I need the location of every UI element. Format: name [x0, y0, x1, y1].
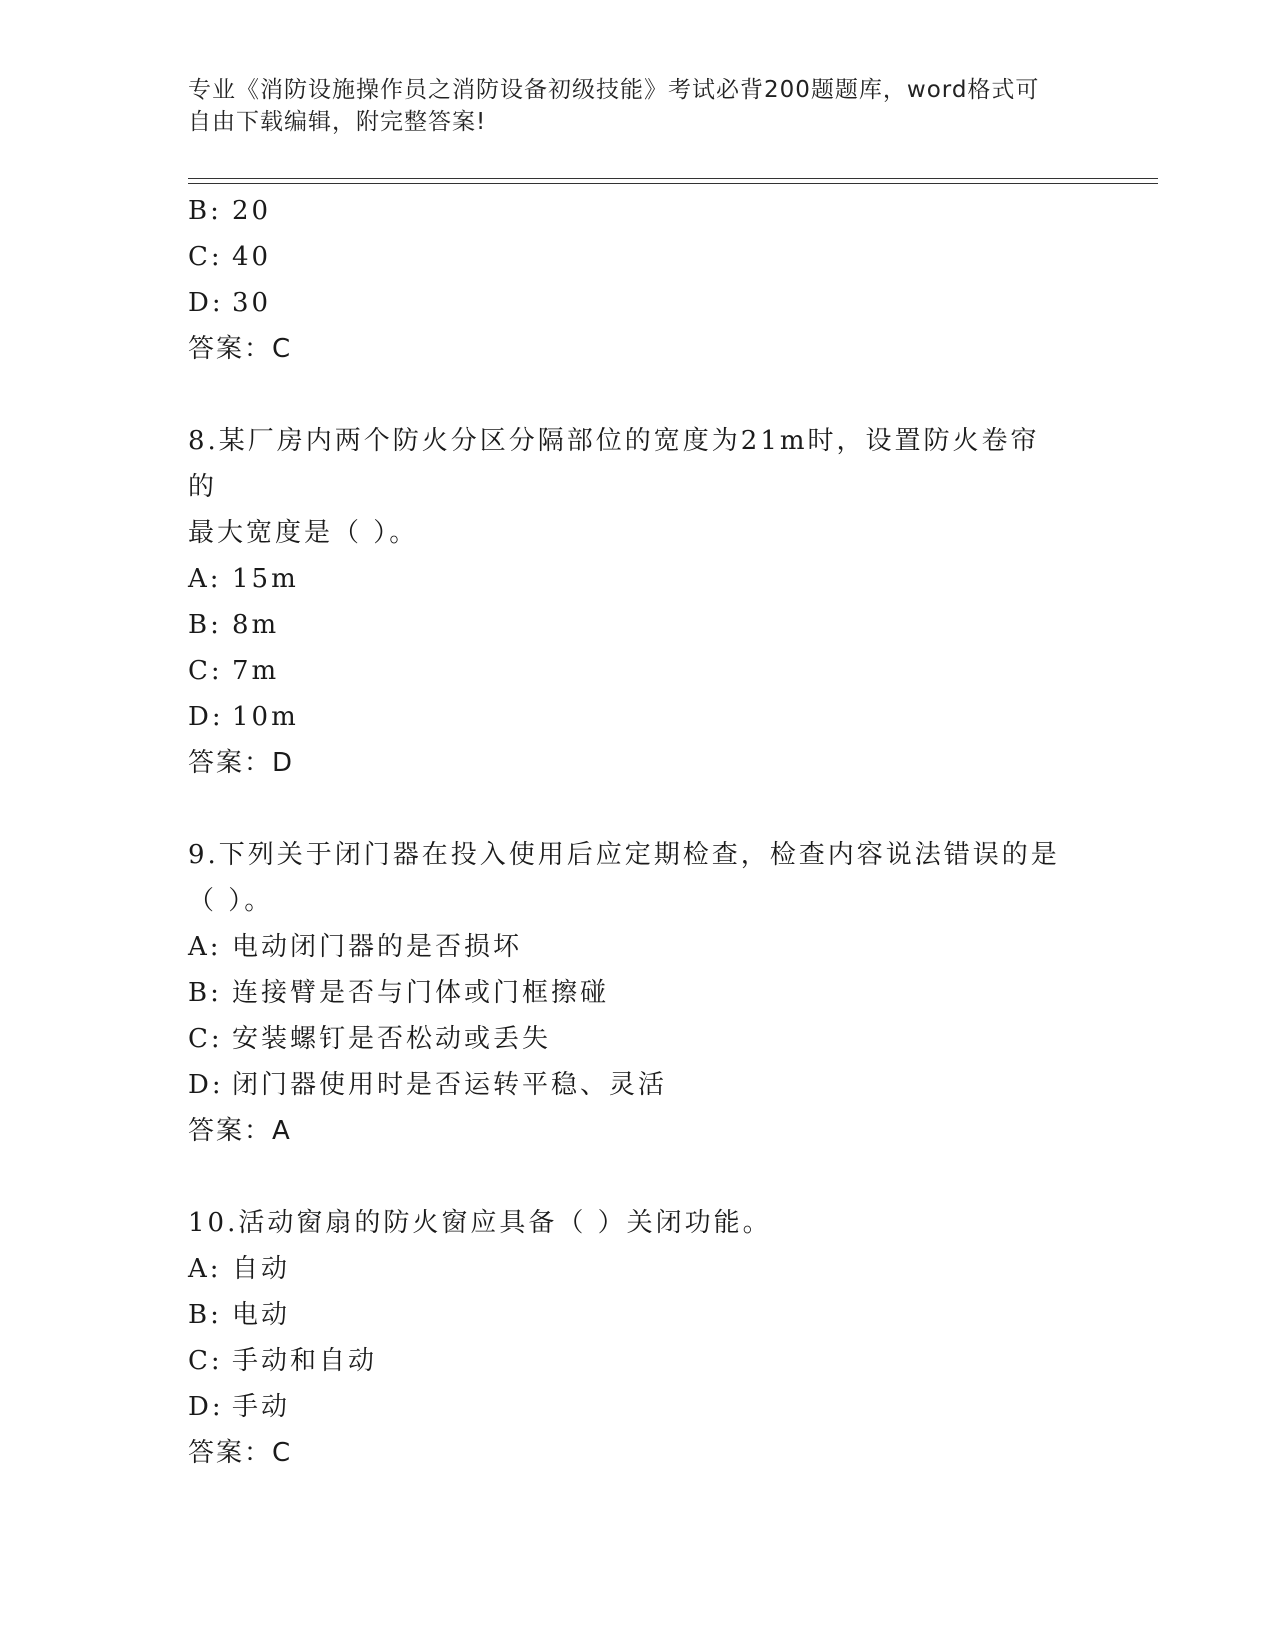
spacer: [188, 786, 1078, 832]
option-d: D: 30: [188, 288, 272, 318]
option-d: D: 闭门器使用时是否运转平稳、灵活: [188, 1070, 668, 1100]
question-text-line-1: 8.某厂房内两个防火分区分隔部位的宽度为21m时，设置防火卷帘的: [188, 426, 1040, 502]
option-a: A: 15m: [188, 564, 299, 594]
header-line-2: 自由下载编辑，附完整答案!: [188, 109, 487, 135]
option-c: C: 手动和自动: [188, 1346, 378, 1376]
header-rule-bottom: [188, 183, 1158, 184]
option-b: B: 电动: [188, 1300, 291, 1330]
question-text-line-1: 9.下列关于闭门器在投入使用后应定期检查，检查内容说法错误的是: [188, 840, 1060, 870]
option-b: B: 8m: [188, 610, 280, 640]
option-b: B: 连接臂是否与门体或门框擦碰: [188, 978, 610, 1008]
answer: 答案：A: [188, 1116, 292, 1146]
option-c: C: 40: [188, 242, 272, 272]
page-header: [188, 74, 1078, 138]
question-list: [188, 188, 1078, 1476]
header-line-1: 专业《消防设施操作员之消防设备初级技能》考试必背200题题库，word格式可: [188, 77, 1040, 103]
spacer: [188, 1154, 1078, 1200]
option-c: C: 7m: [188, 656, 280, 686]
question-text-line-1: 10.活动窗扇的防火窗应具备（ ）关闭功能。: [188, 1208, 772, 1238]
option-c: C: 安装螺钉是否松动或丢失: [188, 1024, 552, 1054]
option-b: B: 20: [188, 196, 272, 226]
option-d: D: 手动: [188, 1392, 291, 1422]
spacer: [188, 372, 1078, 418]
question-7-tail: [188, 188, 1078, 372]
option-a: A: 自动: [188, 1254, 291, 1284]
answer: 答案：D: [188, 748, 295, 778]
question-8: [188, 418, 1078, 786]
question-text-line-2: 最大宽度是（ ）。: [188, 518, 419, 548]
answer: 答案：C: [188, 1438, 293, 1468]
question-9: [188, 832, 1078, 1154]
option-d: D: 10m: [188, 702, 299, 732]
header-rule-top: [188, 178, 1158, 179]
question-text-line-2: （ ）。: [188, 886, 274, 916]
question-10: [188, 1200, 1078, 1476]
option-a: A: 电动闭门器的是否损坏: [188, 932, 523, 962]
answer: 答案：C: [188, 334, 293, 364]
